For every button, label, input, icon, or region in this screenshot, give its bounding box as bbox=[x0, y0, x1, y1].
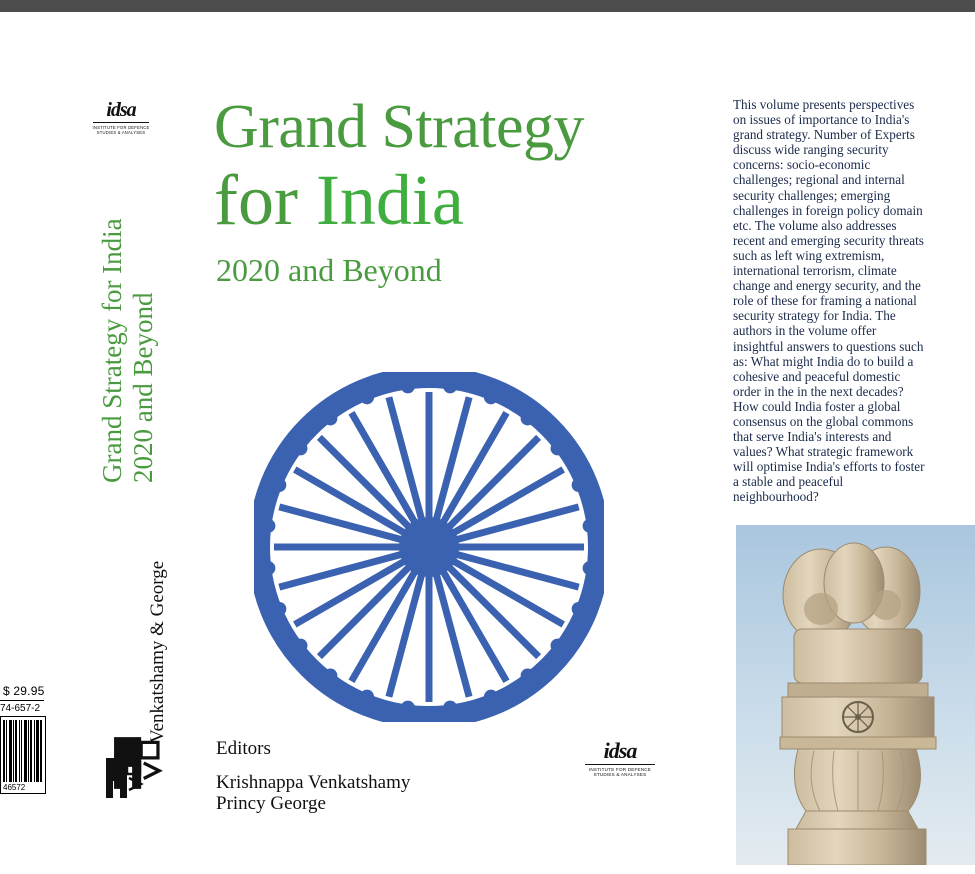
spine-authors: Venkatshamy & George bbox=[147, 560, 168, 743]
back-cover bbox=[733, 97, 975, 505]
front-subtitle: 2020 and Beyond bbox=[216, 252, 442, 288]
isbn-bottom-label: 46572 bbox=[3, 783, 26, 792]
spine-logo-subtitle-2: STUDIES & ANALYSES bbox=[96, 130, 146, 135]
front-title-line-1: Grand Strategy bbox=[214, 93, 585, 161]
editor-name: Krishnappa Venkatshamy bbox=[216, 772, 411, 793]
spine bbox=[78, 82, 170, 822]
front-idsa-subtitle-1: INSTITUTE FOR DEFENCE bbox=[588, 767, 652, 772]
spine-title bbox=[97, 143, 159, 483]
front-title-for: for bbox=[214, 160, 316, 240]
back-cover-blurb: This volume presents perspectives on issues of importance to India's grand strategy. Number of Experts discuss wide ranging security concerns: socio-economic challenges; regional and internal security challenges; emerging challenges in foreign policy domain etc. The volume also addresses recent and emerging security threats such as left wing extremism, international terrorism, climate change and energy security, and the role of these for framing a national security strategy for India. The authors in the volume offer insightful answers to questions such as: What might India do to build a cohesive and peaceful domestic order in the in the next decades? How could India foster a global consensus on the global commons that serve India's interests and values? What strategic framework will optimise India's efforts to foster a stable and peaceful neighbourhood? bbox=[733, 97, 925, 505]
book-cover-page bbox=[0, 12, 975, 874]
spine-title-line-1: Grand Strategy for India bbox=[97, 218, 127, 483]
front-idsa-wordmark: idsa bbox=[603, 738, 637, 763]
barcode-block bbox=[0, 684, 48, 794]
front-idsa-subtitle-2: STUDIES & ANALYSES bbox=[593, 772, 647, 778]
editors-label: Editors bbox=[216, 738, 271, 759]
front-title-india: India bbox=[315, 160, 464, 240]
editors-block bbox=[216, 738, 410, 814]
lion-capital-photo bbox=[736, 525, 975, 865]
front-title-line-2 bbox=[214, 162, 686, 238]
spine-logo-subtitle-1: INSTITUTE FOR DEFENCE bbox=[92, 125, 150, 130]
pentagon-press-icon bbox=[106, 732, 166, 794]
price-label: $ 29.95 bbox=[3, 684, 45, 698]
front-idsa-rule bbox=[585, 764, 655, 765]
spine-publisher-logo bbox=[90, 100, 152, 144]
lion-capital-of-ashoka-icon bbox=[736, 525, 975, 865]
spine-logo-rule bbox=[93, 122, 149, 123]
front-cover bbox=[196, 72, 686, 832]
editor-name: Princy George bbox=[216, 793, 326, 814]
spine-title-line-2: 2020 and Beyond bbox=[128, 292, 158, 483]
ashoka-chakra-icon bbox=[254, 372, 604, 722]
spine-logo-wordmark: idsa bbox=[106, 99, 136, 121]
barcode-bars bbox=[3, 720, 43, 782]
front-idsa-logo bbox=[582, 740, 658, 778]
window-top-bar bbox=[0, 0, 975, 12]
barcode-image bbox=[0, 716, 46, 794]
front-imprint-logo bbox=[106, 732, 166, 792]
isbn-top-label: 74-657-2 bbox=[0, 700, 44, 714]
